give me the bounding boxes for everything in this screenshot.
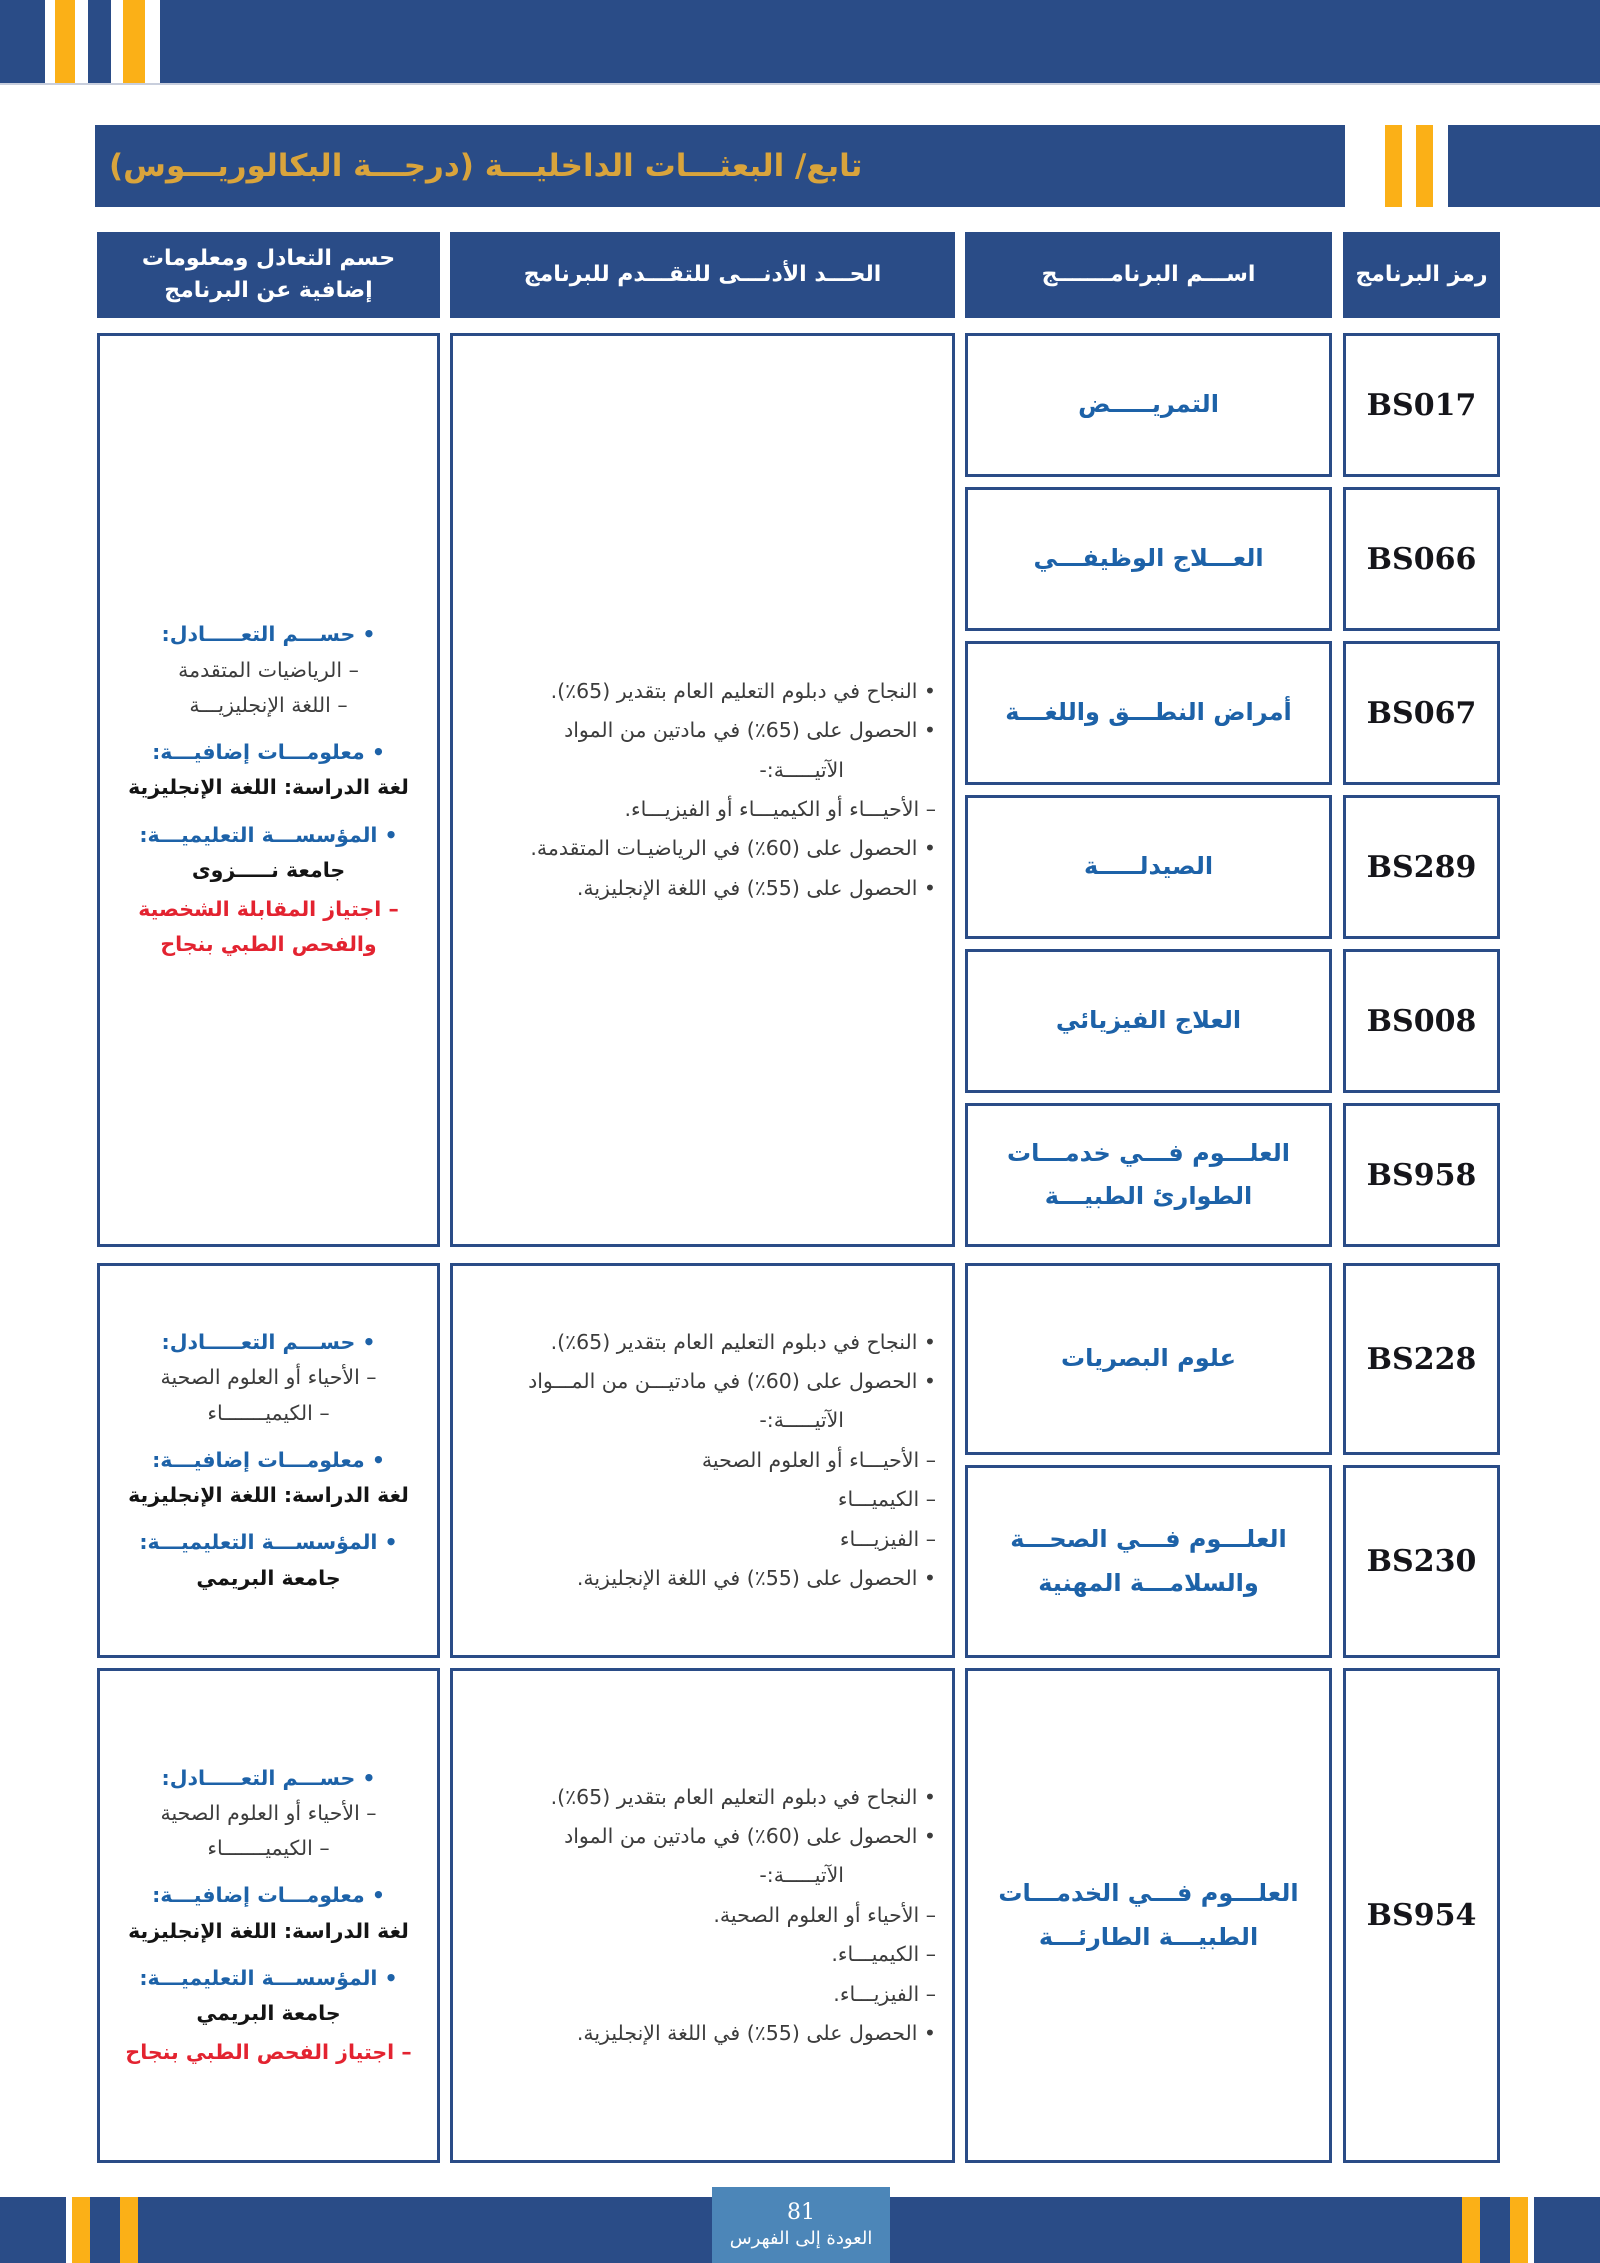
decor-stripe-yellow [72,2197,90,2263]
program-code: BS230 [1366,1544,1477,1579]
decor-stripe-yellow [1385,125,1402,207]
header-program-code: رمز البرنامج [1343,232,1500,318]
decor-block [160,0,1600,83]
requirement-line: • النجاح في دبلوم التعليم العام بتقدير (65٪). [550,1784,936,1809]
info-line: • معلومـــات إضافيـــة: [152,1883,385,1908]
program-name: الصيدلـــــة [1083,852,1214,881]
info-line: – الأحياء أو العلوم الصحية [160,1800,377,1825]
program-name-cell [965,1103,1332,1247]
info-line: لغة الدراسة: اللغة الإنجليزية [128,1918,409,1943]
info-line: – الكيميـــــــاء [207,1400,330,1425]
program-name: التمريـــــض [1078,390,1219,419]
program-code-cell [1343,1668,1500,2163]
decor-hairline [0,83,1600,85]
info-line: – الكيميـــــــاء [207,1836,330,1860]
program-code-cell [1343,949,1500,1093]
decor-gap [1528,2197,1534,2263]
requirement-line: – الأحيـــاء أو العلوم الصحية [701,1447,936,1472]
requirement-line: • الحصول على (60٪) في الرياضيـات المتقدمة. [530,836,936,861]
program-code-cell [1343,333,1500,477]
requirements-cell [450,333,955,1247]
program-code: BS954 [1366,1898,1477,1933]
requirement-line: الآتيـــــة:- [759,1863,844,1888]
requirement-line: • الحصول على (60٪) في مادتيـــن من المـــواد [528,1369,936,1394]
requirement-line: – الأحياء أو العلوم الصحية. [713,1902,936,1927]
decor-block [1448,125,1600,207]
program-name: العلاج الفيزيائي [1055,1006,1242,1035]
program-name: علوم البصريات [1061,1344,1236,1373]
footer-tab [712,2187,890,2263]
decor-stripe-yellow [1510,2197,1528,2263]
header-program-name: اســـم البرنامـــــــج [965,232,1332,318]
decor-block [0,0,45,83]
title-banner [95,125,1345,207]
info-line: – اجتياز المقابلة الشخصية والفحص الطبي بنجاح [138,897,399,957]
info-line: – اللغة الإنجليزيـــة [189,692,348,717]
page-title: تابع/ البعثـــات الداخليـــة (درجـــة البكالوريـــوس) [109,148,863,184]
requirement-line: – الأحيـــاء أو الكيميـــاء أو الفيزيـــاء. [624,797,936,821]
program-code-cell [1343,1103,1500,1247]
program-code-cell [1343,1263,1500,1455]
info-line: لغة الدراسة: اللغة الإنجليزية [128,1483,409,1508]
info-line: – اجتياز الفحص الطبي بنجاح [125,2040,412,2065]
info-line: جامعة البريمي [196,1565,341,1590]
info-line: • حســـم التعـــــادل: [161,1765,376,1790]
info-line: • معلومـــات إضافيـــة: [152,740,385,765]
requirement-line: – الفيزيـــاء [839,1526,936,1551]
decor-stripe-yellow [1416,125,1433,207]
info-line: • المؤسســـة التعليميـــة: [139,1965,398,1990]
program-code: BS067 [1366,695,1477,731]
info-line: جامعة نـــــزوى [191,857,346,882]
requirement-line: • النجاح في دبلوم التعليم العام بتقدير (65٪). [550,678,936,703]
info-line: • معلومـــات إضافيـــة: [152,1447,385,1472]
program-name-cell [965,1263,1332,1455]
program-name-cell [965,487,1332,631]
requirements-cell [450,1668,955,2163]
requirements-cell [450,1263,955,1658]
tiebreak-info-cell [97,333,440,1247]
info-line: • المؤسســـة التعليميـــة: [139,1530,398,1555]
program-code: BS958 [1366,1157,1477,1193]
program-name: أمراض النطـــق واللغـــة [1005,698,1292,727]
requirement-line: الآتيـــــة:- [759,757,844,782]
decor-stripe-yellow [1462,2197,1480,2263]
program-code-cell [1343,795,1500,939]
header-tiebreak-info: حسم التعادل ومعلومات إضافية عن البرنامج [97,232,440,318]
info-line: • حســـم التعـــــادل: [161,622,376,647]
requirement-line: الآتيـــــة:- [759,1408,844,1433]
program-code: BS289 [1366,849,1477,885]
page-number: 81 [787,2200,815,2225]
tiebreak-info-cell [97,1263,440,1658]
info-line: • المؤسســـة التعليميـــة: [139,822,398,847]
requirement-line: • الحصول على (55٪) في اللغة الإنجليزية. [576,875,936,900]
decor-stripe-yellow [55,0,75,83]
program-name-cell [965,641,1332,785]
requirement-line: • الحصول على (60٪) في مادتين من المواد [564,1824,936,1849]
requirement-line: • الحصول على (55٪) في اللغة الإنجليزية. [576,1565,936,1590]
program-name-cell [965,1668,1332,2163]
program-name-cell [965,949,1332,1093]
info-line: • حســـم التعـــــادل: [161,1330,376,1355]
program-code-cell [1343,641,1500,785]
decor-stripe-navy [88,0,111,83]
requirement-line: • الحصول على (55٪) في اللغة الإنجليزية. [576,2020,936,2045]
program-code: BS008 [1366,1003,1477,1039]
program-code-cell [1343,487,1500,631]
info-line: جامعة البريمي [196,2001,341,2025]
program-name: العـــلاج الوظيفـــي [1033,544,1264,573]
program-name: العلـــوم فـــي الصحـــة والسلامـــة المهنية [1010,1525,1287,1597]
decor-stripe-yellow [123,0,145,83]
info-line: لغة الدراسة: اللغة الإنجليزية [128,775,409,800]
back-to-index-link[interactable]: العودة إلى الفهرس [729,2228,873,2249]
decor-stripe-yellow [120,2197,138,2263]
program-code-cell [1343,1465,1500,1658]
info-line: – الرياضيات المتقدمة [178,657,359,682]
tiebreak-info-cell [97,1668,440,2163]
requirement-line: • النجاح في دبلوم التعليم العام بتقدير (65٪). [550,1329,936,1354]
program-name-cell [965,1465,1332,1658]
requirement-line: • الحصول على (65٪) في مادتين من المواد [564,718,936,743]
program-code: BS228 [1366,1341,1477,1377]
info-line: – الأحياء أو العلوم الصحية [160,1365,377,1390]
program-code: BS017 [1366,387,1477,423]
program-name-cell [965,795,1332,939]
requirement-line: – الفيزيـــاء. [833,1981,936,2006]
requirement-line: – الكيميـــاء. [831,1942,936,1967]
program-name-cell [965,333,1332,477]
requirement-line: – الكيميـــاء [837,1487,936,1512]
header-minimum-requirements: الحـــد الأدنـــى للتقـــدم للبرنامج [450,232,955,318]
program-name: العلـــوم فـــي خدمـــات الطوارئ الطبيـــة [1007,1138,1290,1210]
program-name: العلـــوم فـــي الخدمـــات الطبيـــة الطارئـــة [998,1879,1299,1951]
program-code: BS066 [1366,541,1477,577]
